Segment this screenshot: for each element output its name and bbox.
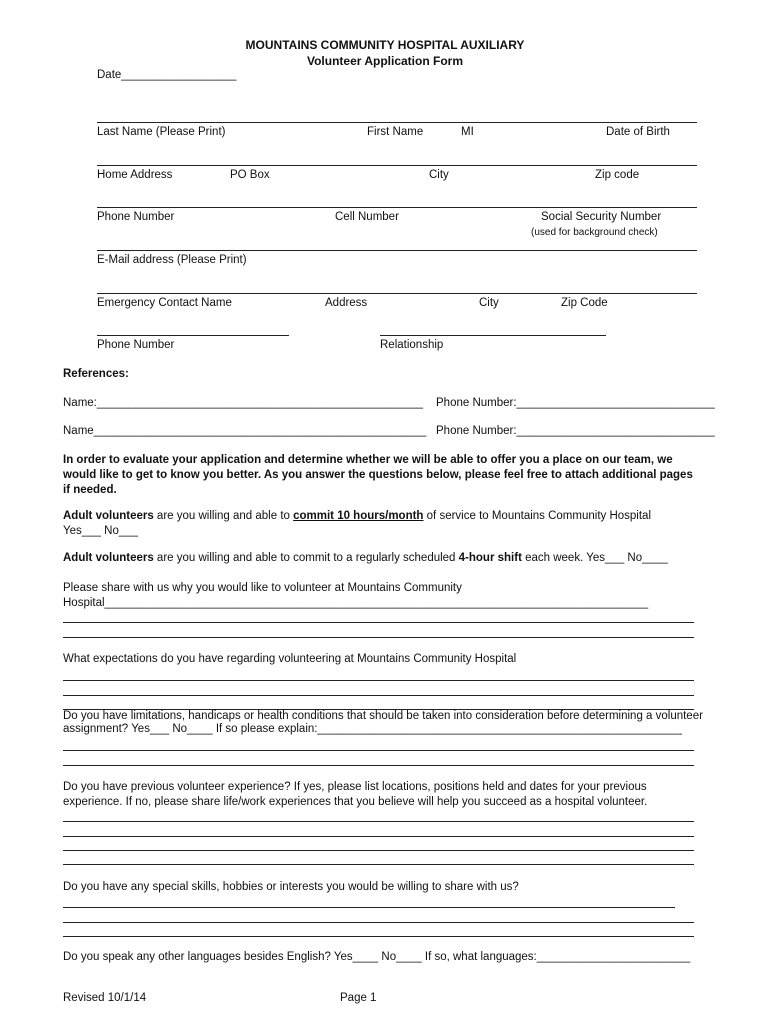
city-label: City bbox=[429, 169, 449, 181]
q3-text: Please share with us why you would like to volunteer at Mountains Community bbox=[63, 582, 462, 594]
q4-answer-line[interactable] bbox=[63, 680, 694, 681]
q1-commit: commit 10 hours/month bbox=[293, 510, 424, 522]
q6-text: Do you have previous volunteer experience? If yes, please list locations, positions held and dates for your previous bbox=[63, 781, 647, 793]
reference1-name-field[interactable]: Name:___________________________________________________ bbox=[63, 397, 424, 409]
q6-answer-line[interactable] bbox=[63, 821, 694, 822]
q7-answer-line[interactable] bbox=[63, 922, 694, 923]
dob-label: Date of Birth bbox=[606, 126, 670, 138]
q1-text-b: of service to Mountains Community Hospital bbox=[423, 510, 652, 522]
q5-answer-line[interactable] bbox=[63, 750, 694, 751]
zip-code-label: Zip code bbox=[595, 169, 640, 181]
q2-text-b[interactable]: each week. Yes___ No____ bbox=[521, 552, 668, 564]
emergency-phone-line[interactable] bbox=[97, 335, 289, 336]
reference1-phone-field[interactable]: Phone Number:_______________________________ bbox=[436, 397, 715, 409]
date-field[interactable]: Date__________________ bbox=[97, 69, 237, 81]
form-title: Volunteer Application Form bbox=[306, 54, 463, 68]
phone-line[interactable] bbox=[97, 207, 697, 208]
q7-answer-line[interactable] bbox=[63, 907, 675, 908]
relationship-line[interactable] bbox=[380, 335, 606, 336]
emergency-contact-label: Emergency Contact Name bbox=[97, 297, 232, 309]
q8-languages[interactable]: Do you speak any other languages besides English? Yes____ No____ If so, what languages:________________________ bbox=[63, 951, 691, 963]
q3-answer-line[interactable] bbox=[63, 637, 694, 638]
address-label: Address bbox=[325, 297, 368, 309]
q3-hospital-line[interactable]: Hospital_____________________________________________________________________________________ bbox=[63, 597, 649, 609]
email-label: E-Mail address (Please Print) bbox=[97, 254, 247, 266]
form-org-title: MOUNTAINS COMMUNITY HOSPITAL AUXILIARY bbox=[245, 38, 525, 52]
q4-answer-line[interactable] bbox=[63, 695, 694, 696]
q1-text bbox=[63, 510, 651, 522]
phone-number-label: Phone Number bbox=[97, 211, 175, 223]
po-box-label: PO Box bbox=[230, 169, 270, 181]
references-heading: References: bbox=[63, 368, 129, 380]
ssn-label: Social Security Number bbox=[541, 211, 662, 223]
revised-date: Revised 10/1/14 bbox=[63, 992, 147, 1004]
q5-text: Do you have limitations, handicaps or health conditions that should be taken into consideration before determining a volunteer bbox=[63, 710, 703, 722]
address-line[interactable] bbox=[97, 165, 697, 166]
q6-answer-line[interactable] bbox=[63, 836, 694, 837]
q2-bold: Adult volunteers bbox=[63, 552, 154, 564]
q2-text-a: are you willing and able to commit to a regularly scheduled bbox=[153, 552, 459, 564]
q1-answer[interactable]: Yes___ No___ bbox=[63, 525, 139, 537]
email-line[interactable] bbox=[97, 250, 697, 251]
q1-bold: Adult volunteers bbox=[63, 510, 154, 522]
last-name-label: Last Name (Please Print) bbox=[97, 126, 226, 138]
mi-label: MI bbox=[461, 126, 474, 138]
first-name-label: First Name bbox=[367, 126, 424, 138]
q1-text-a: are you willing and able to bbox=[153, 510, 294, 522]
home-address-label: Home Address bbox=[97, 169, 173, 181]
intro-paragraph: In order to evaluate your application and determine whether we will be able to offer you a place on our team, we would like to get to know you better. As you answer the questions below, please feel free to attach additional pages if needed. bbox=[63, 454, 693, 496]
q5-answer-line[interactable] bbox=[63, 765, 694, 766]
zip-code2-label: Zip Code bbox=[561, 297, 608, 309]
reference2-phone-field[interactable]: Phone Number:_______________________________ bbox=[436, 425, 715, 437]
q2-text bbox=[63, 552, 668, 564]
q3-answer-line[interactable] bbox=[63, 622, 694, 623]
name-line[interactable] bbox=[97, 122, 697, 123]
reference2-name-field[interactable]: Name____________________________________________________ bbox=[63, 425, 427, 437]
q7-answer-line[interactable] bbox=[63, 936, 694, 937]
page-number: Page 1 bbox=[340, 992, 377, 1004]
q2-shift: 4-hour shift bbox=[458, 552, 522, 564]
q6-answer-line[interactable] bbox=[63, 864, 694, 865]
cell-number-label: Cell Number bbox=[335, 211, 399, 223]
ssn-note: (used for background check) bbox=[531, 227, 658, 238]
q6-answer-line[interactable] bbox=[63, 850, 694, 851]
city2-label: City bbox=[479, 297, 499, 309]
q4-text: What expectations do you have regarding volunteering at Mountains Community Hospital bbox=[63, 653, 517, 665]
phone-number2-label: Phone Number bbox=[97, 339, 175, 351]
relationship-label: Relationship bbox=[380, 339, 444, 351]
q5-answer[interactable]: assignment? Yes___ No____ If so please explain:_________________________________________________________ bbox=[63, 723, 683, 735]
q7-text: Do you have any special skills, hobbies or interests you would be willing to share with us? bbox=[63, 881, 519, 893]
q6-text-line2: experience. If no, please share life/work experiences that you believe will help you succeed as a hospital volunteer. bbox=[63, 796, 648, 808]
emergency-line[interactable] bbox=[97, 293, 697, 294]
